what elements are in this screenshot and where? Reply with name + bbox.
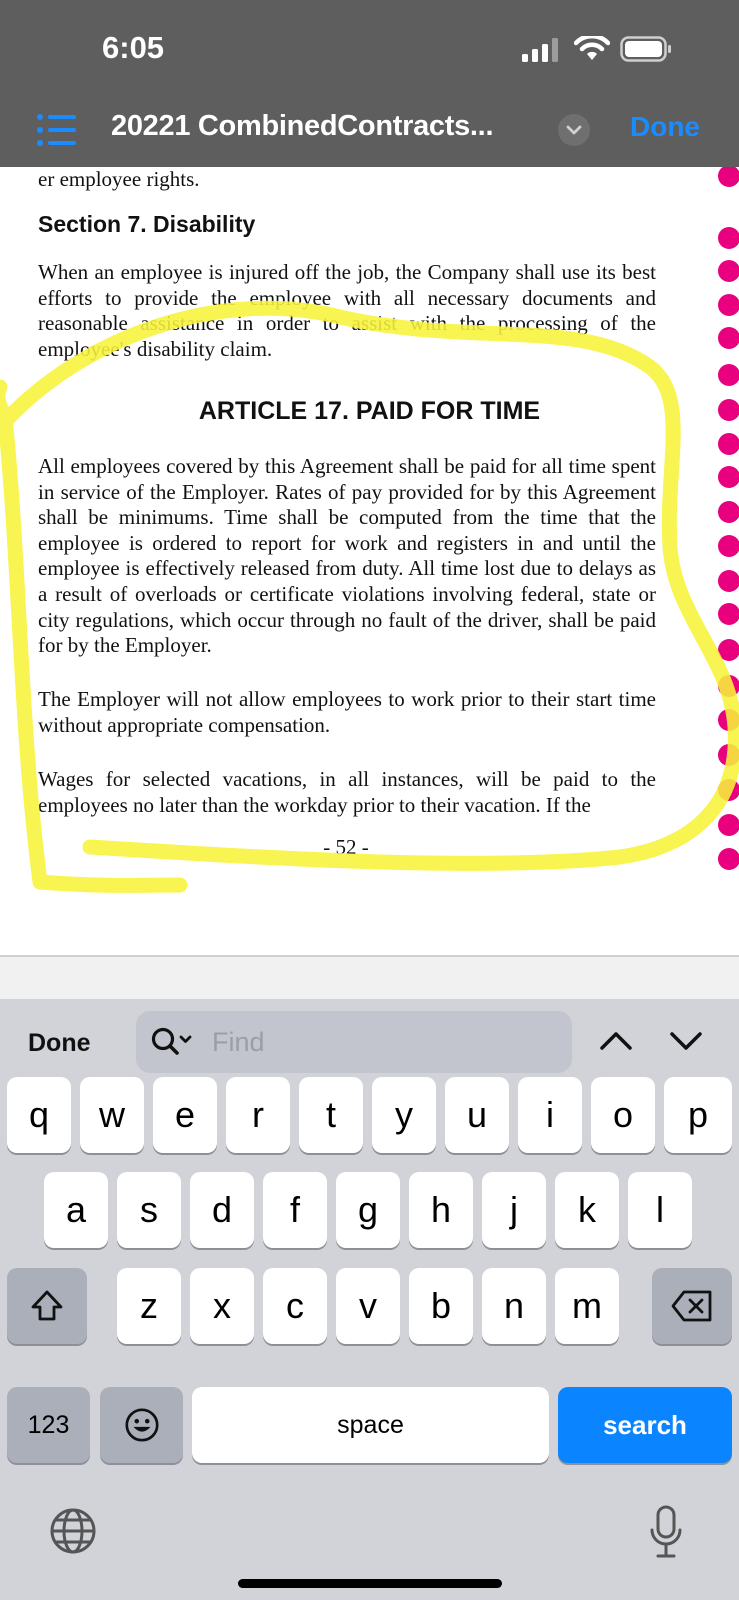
key-b[interactable]: b xyxy=(409,1268,473,1344)
binder-dot xyxy=(718,466,739,488)
find-field[interactable] xyxy=(136,1011,572,1073)
previous-result-icon[interactable] xyxy=(596,1021,636,1061)
emoji-icon xyxy=(123,1406,161,1444)
chevron-down-icon xyxy=(558,114,590,146)
globe-icon[interactable] xyxy=(48,1506,98,1556)
binder-dot xyxy=(718,364,739,386)
page-number: - 52 - xyxy=(323,835,369,859)
key-k[interactable]: k xyxy=(555,1172,619,1248)
next-result-icon[interactable] xyxy=(666,1021,706,1061)
key-h[interactable]: h xyxy=(409,1172,473,1248)
section-paragraph: When an employee is injured off the job, the Company shall use its best efforts to provide the employee with all necessary documents and reasonable assistance in order to assist with the processing of the employee's disability claim. xyxy=(38,260,656,361)
done-button[interactable]: Done xyxy=(630,111,700,142)
outline-list-icon[interactable] xyxy=(36,112,78,148)
key-q[interactable]: q xyxy=(7,1077,71,1153)
key-g[interactable]: g xyxy=(336,1172,400,1248)
numbers-key[interactable]: 123 xyxy=(7,1387,90,1463)
binder-dot xyxy=(718,570,739,592)
binder-dot xyxy=(718,535,739,557)
space-key[interactable]: space xyxy=(192,1387,549,1463)
section-heading: Section 7. Disability xyxy=(38,211,256,237)
find-done-button[interactable]: Done xyxy=(28,1029,91,1057)
find-input[interactable] xyxy=(212,1023,552,1061)
wifi-icon xyxy=(574,36,610,62)
binder-dot xyxy=(718,744,739,766)
key-p[interactable]: p xyxy=(664,1077,732,1153)
key-d[interactable]: d xyxy=(190,1172,254,1248)
key-i[interactable]: i xyxy=(518,1077,582,1153)
binder-dot xyxy=(718,167,739,187)
binder-dot xyxy=(718,399,739,421)
paragraph-fragment: er employee rights. xyxy=(38,167,200,191)
key-y[interactable]: y xyxy=(372,1077,436,1153)
article-paragraph-1: All employees covered by this Agreement shall be paid for all time spent in service of the Employer. Rates of pay provided for by this Agreement shall be minimums. Time shall be computed from the time that the employee is ordered to report for work and registers in and until the employee is effectively released from duty. All time lost due to delays as a result of overloads or certificate violations involving federal, state or city regulations, which occur through no fault of the driver, shall be paid for by the Employer. xyxy=(38,454,656,658)
document-page[interactable] xyxy=(0,167,739,957)
backspace-icon xyxy=(670,1289,714,1323)
key-c[interactable]: c xyxy=(263,1268,327,1344)
binder-dot xyxy=(718,294,739,316)
key-e[interactable]: e xyxy=(153,1077,217,1153)
binder-dot xyxy=(718,327,739,349)
key-a[interactable]: a xyxy=(44,1172,108,1248)
key-w[interactable]: w xyxy=(80,1077,144,1153)
binder-dot xyxy=(718,260,739,282)
shift-icon xyxy=(27,1286,67,1326)
emoji-key[interactable] xyxy=(100,1387,183,1463)
key-x[interactable]: x xyxy=(190,1268,254,1344)
search-options-icon[interactable] xyxy=(150,1025,194,1059)
article-paragraph-3: Wages for selected vacations, in all instances, will be paid to the employees no later than the workday prior to their vacation. If the xyxy=(38,767,656,817)
binder-dot xyxy=(718,675,739,697)
status-time: 6:05 xyxy=(102,30,165,65)
key-f[interactable]: f xyxy=(263,1172,327,1248)
binder-dot xyxy=(718,603,739,625)
article-paragraph-2: The Employer will not allow employees to work prior to their start time without appropriate compensation. xyxy=(38,687,656,737)
top-bar xyxy=(0,0,739,167)
microphone-icon[interactable] xyxy=(648,1504,684,1560)
shift-key[interactable] xyxy=(7,1268,87,1344)
cellular-signal-icon xyxy=(522,38,562,62)
key-z[interactable]: z xyxy=(117,1268,181,1344)
key-l[interactable]: l xyxy=(628,1172,692,1248)
key-t[interactable]: t xyxy=(299,1077,363,1153)
key-o[interactable]: o xyxy=(591,1077,655,1153)
key-u[interactable]: u xyxy=(445,1077,509,1153)
binder-dot xyxy=(718,501,739,523)
search-key[interactable]: search xyxy=(558,1387,732,1463)
page-separator xyxy=(0,955,739,1001)
binder-dot xyxy=(718,814,739,836)
binder-tabs xyxy=(714,167,739,907)
binder-dot xyxy=(718,779,739,801)
binder-dot xyxy=(718,227,739,249)
home-indicator xyxy=(238,1579,502,1588)
battery-icon xyxy=(620,36,672,62)
key-n[interactable]: n xyxy=(482,1268,546,1344)
key-j[interactable]: j xyxy=(482,1172,546,1248)
document-title[interactable]: 20221 CombinedContracts... xyxy=(111,110,494,142)
article-heading: ARTICLE 17. PAID FOR TIME xyxy=(198,397,541,425)
key-m[interactable]: m xyxy=(555,1268,619,1344)
binder-dot xyxy=(718,709,739,731)
key-s[interactable]: s xyxy=(117,1172,181,1248)
title-menu-button[interactable] xyxy=(558,114,590,146)
delete-key[interactable] xyxy=(652,1268,732,1344)
key-r[interactable]: r xyxy=(226,1077,290,1153)
key-v[interactable]: v xyxy=(336,1268,400,1344)
binder-dot xyxy=(718,848,739,870)
binder-dot xyxy=(718,639,739,661)
binder-dot xyxy=(718,433,739,455)
